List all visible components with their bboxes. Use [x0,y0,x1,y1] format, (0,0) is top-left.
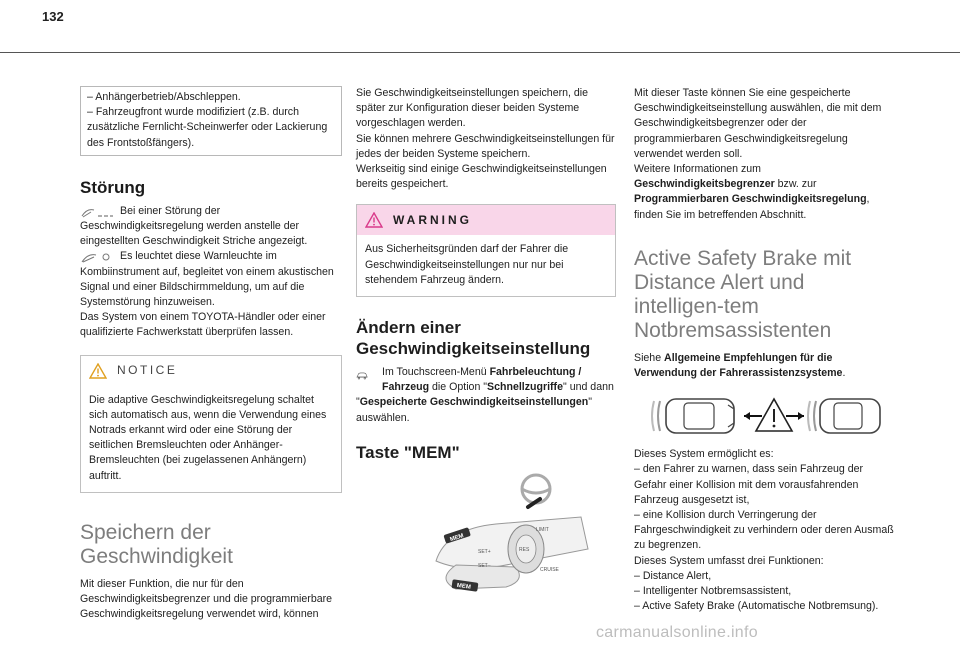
speichern-paragraph: Mit dieser Funktion, die nur für den Geschwindigkeitsbegrenzer und die programmierbare Geschwindigkeitsregelung verwendet wird, können [80,577,333,621]
header-rule [0,52,960,53]
section-title-aendern: Ändern einer Geschwindigkeitseinstellung [356,318,591,359]
text-run: Weitere Informationen zum [634,163,761,176]
section-title-stoerung: Störung [80,177,146,197]
speed-dashes-icon [80,206,114,219]
notice-box [80,355,342,493]
column-3 [634,86,896,614]
text-run: Im Touchscreen-Menü [382,366,490,379]
reference-text: Geschwindigkeitsbegrenzer [634,178,775,191]
warning-header [357,205,615,235]
paragraph-text: Bei einer Störung der Geschwindigkeitsregelung werden anstelle der eingestellten Geschwindigkeit Striche angezeigt. [80,204,308,248]
stoerung-paragraph-2 [80,249,342,310]
intro-paragraph-2: Sie können mehrere Geschwindigkeitseinstellungen für jedes der beiden Systeme speichern. [356,132,615,160]
list-item: – den Fahrer zu warnen, dass sein Fahrzeug der Gefahr einer Kollision mit dem vorausfahrenden Fahrzeug ausgesetzt ist, [634,463,864,506]
mem-label-bottom: MEM [456,582,472,591]
watermark-link[interactable]: carmanualsonline.info [596,624,758,641]
section-title-active-safety-brake: Active Safety Brake mit Distance Alert und intelligen-tem Notbremsassistenten [634,246,852,342]
reference-text: Programmierbaren Geschwindigkeitsregelung [634,193,867,206]
warning-text: Aus Sicherheitsgründen darf der Fahrer die Geschwindigkeitseinstellungen nur nur bei stehendem Fahrzeug ändern. [365,243,569,286]
notice-label: NOTICE [117,363,178,378]
text-run: bzw. zur [774,178,817,191]
front-car-icon [808,399,880,433]
conditions-list-box [80,86,342,156]
stoerung-paragraph-1 [80,204,342,250]
text-run: . [842,367,846,380]
notice-header [81,356,341,386]
column-2 [356,86,616,599]
reference-text: Allgemeine Empfehlungen für die Verwendung der Fahrerassistenzsysteme [634,351,843,380]
mem-paragraph-1: Mit dieser Taste können Sie eine gespeicherte Geschwindigkeitseinstellung auswählen, die mit dem Geschwindigkeitsbegrenzer oder der programmierbaren Geschwindigkeitsregelung verwendet werden soll. [634,87,882,160]
list-item: – Distance Alert, [634,569,712,582]
car-touchscreen-icon [356,367,376,383]
menu-path-text: Fahrbeleuchtung / Fahrzeug [382,366,582,394]
functions-intro: Dieses System umfasst drei Funktionen: [634,554,824,567]
cruise-label: CRUISE [540,566,559,573]
arrow-right-icon [786,412,804,420]
menu-option-text: Gespeicherte Geschwindigkeitseinstellungen [359,396,589,409]
arrow-left-icon [744,412,762,420]
menu-option-text: Schnellzugriffe [487,381,563,394]
notice-text: Die adaptive Geschwindigkeitsregelung schaltet sich automatisch aus, wenn die Verwendung eines Notrads erkannt wird oder eine Störung der seitlichen Bremsleuchten oder Anhänger-Bremsleuchten (bei zugelassenen Anhängern) auftritt. [89,393,327,482]
collision-warning-illustration [644,395,884,437]
res-label: RES [519,546,530,553]
text-run: " auswählen. [356,396,592,424]
mem-paragraph-2 [634,162,896,223]
text-run: Siehe [634,351,665,364]
warning-label: WARNING [393,212,472,227]
steering-wheel-icon [522,475,550,507]
steering-lever-illustration [416,469,596,599]
warning-box [356,204,616,297]
list-item: – Anhängerbetrieb/Abschleppen. [87,91,241,103]
rear-car-icon [652,399,734,433]
text-run: die Option " [429,381,488,394]
paragraph-text: Es leuchtet diese Warnleuchte im Kombiinstrument auf, begleitet von einem akustischen Signal und einer Bildschirmmeldung, um auf die Systemstörung hinzuweisen. [80,250,334,309]
system-intro: Dieses System ermöglicht es: [634,448,774,461]
page-number: 132 [42,9,64,24]
limit-label: LIMIT [536,526,549,533]
warning-triangle-icon [365,212,383,228]
text-run: , finden Sie im betreffenden Abschnitt. [634,193,870,221]
intro-paragraph-1: Sie Geschwindigkeitseinstellungen speichern, die später zur Konfiguration dieser beiden Systeme vorgeschlagen werden. [356,87,589,130]
section-title-speichern: Speichern der Geschwindigkeit [80,520,233,568]
section-title-taste-mem: Taste "MEM" [356,442,460,462]
intro-paragraph-3: Werkseitig sind einige Geschwindigkeitseinstellungen bereits gespeichert. [356,163,607,191]
text-run: " und dann " [356,381,614,409]
set-minus-label: SET– [478,562,491,569]
column-1 [80,86,342,622]
aendern-paragraph [356,365,616,426]
set-plus-label: SET+ [478,548,491,555]
list-item: – Intelligenter Notbremsassistent, [634,585,792,598]
list-item: – eine Kollision durch Verringerung der Fahrgeschwindigkeit zu verhindern oder deren Ausmaß zu begrenzen. [634,509,894,552]
list-item: – Fahrzeugfront wurde modifiziert (z.B. durch zusätzliche Fernlicht-Scheinwerfer oder Lackierung des Frontstoßfängers). [87,106,328,149]
stoerung-paragraph-3: Das System von einem TOYOTA-Händler oder einer qualifizierte Fachwerkstatt überprüfen lassen. [80,311,326,339]
asb-reference [634,351,896,381]
notice-triangle-icon [89,363,107,379]
list-item: – Active Safety Brake (Automatische Notbremsung). [634,600,879,613]
speed-warning-lamp-icon [80,251,114,264]
mem-label-top: MEM [449,532,465,544]
